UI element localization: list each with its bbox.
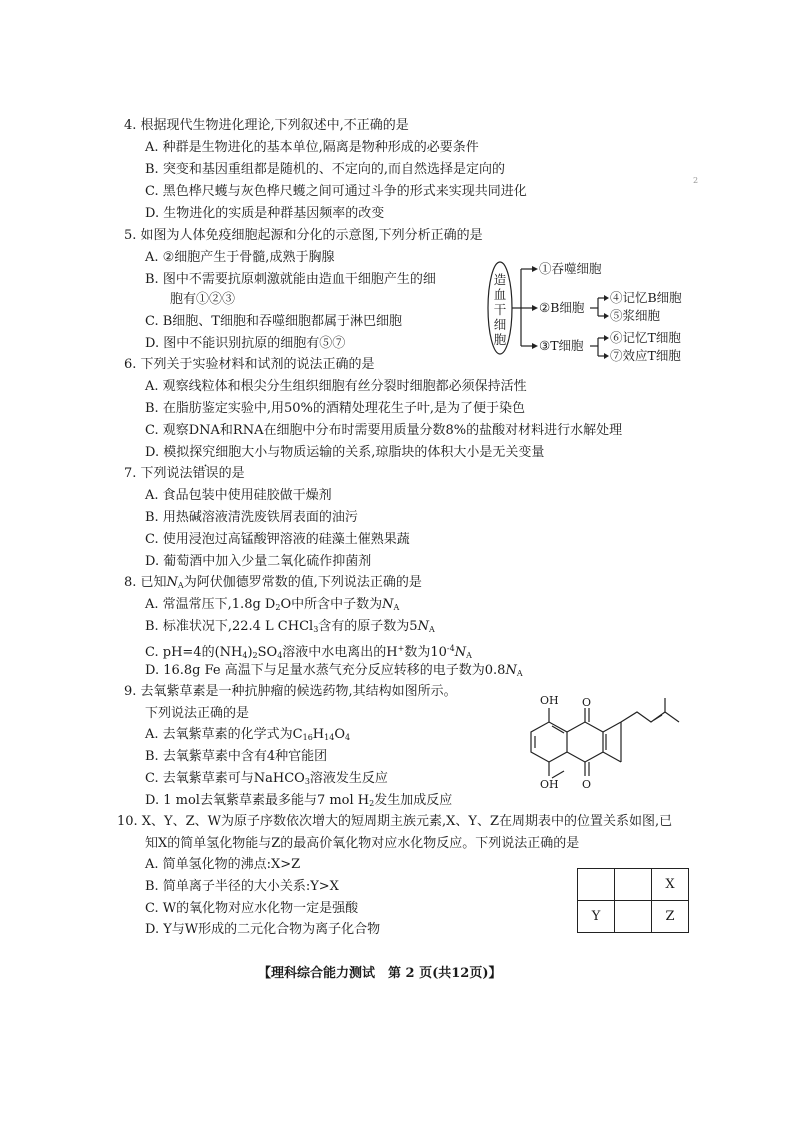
question-8-option-b bbox=[145, 619, 435, 638]
question-7-option-c: C. 使用浸泡过高锰酸钾溶液的硅藻土催熟果蔬 bbox=[145, 532, 410, 547]
question-7-stem bbox=[124, 466, 245, 482]
question-7-stem-pre: 7. 下列说法 bbox=[124, 466, 193, 481]
q8-b2: 含有的原子数为5 bbox=[318, 619, 418, 634]
q9-a1: A. 去氧紫草素的化学式为C bbox=[145, 727, 303, 742]
table-cell bbox=[578, 869, 615, 901]
q9-a-hsub: 14 bbox=[324, 733, 335, 742]
cell-2-label: ②B细胞 bbox=[539, 300, 585, 315]
question-7-option-d: D. 葡萄酒中加入少量二氧化硫作抑菌剂 bbox=[145, 554, 372, 569]
q9-d1: D. 1 mol去氧紫草素最多能与7 mol H bbox=[145, 793, 370, 808]
question-5-option-b-cont: 胞有①②③ bbox=[170, 292, 236, 307]
cell-1-label: ①吞噬细胞 bbox=[539, 261, 602, 276]
question-6-stem: 6. 下列关于实验材料和试剂的说法正确的是 bbox=[124, 357, 375, 372]
question-8-option-c bbox=[145, 641, 472, 664]
question-7-option-b: B. 用热碱溶液清洗废铁屑表面的油污 bbox=[145, 510, 358, 525]
question-7-emphasis: 错误 bbox=[192, 466, 219, 481]
question-10-stem-2: 知X的简单氢化物能与Z的最高价氧化物对应水化物反应。下列说法正确的是 bbox=[145, 836, 580, 851]
q8-a-na-sub: A bbox=[393, 603, 400, 612]
q9-d-sub: 2 bbox=[369, 799, 375, 808]
oh-label-top: OH bbox=[540, 694, 559, 707]
question-4-option-d: D. 生物进化的实质是种群基因频率的改变 bbox=[145, 206, 385, 221]
q8-na: N bbox=[166, 575, 178, 590]
cell-3-label: ③T细胞 bbox=[539, 338, 584, 353]
q9-a-osub: 4 bbox=[345, 733, 351, 742]
q9-c-sub: 3 bbox=[304, 777, 310, 786]
deoxyshikonin-structure bbox=[515, 694, 685, 804]
q9-a-h: H bbox=[312, 727, 325, 742]
table-cell-y: Y bbox=[578, 901, 615, 933]
question-6-option-b: B. 在脂肪鉴定实验中,用50%的酒精处理花生子叶,是为了便于染色 bbox=[145, 401, 525, 416]
q8-d1: D. 16.8g Fe 高温下与足量水蒸气充分反应转移的电子数为0.8 bbox=[145, 663, 506, 678]
q8-a2: O中所含中子数为 bbox=[280, 597, 383, 612]
question-9-option-c bbox=[145, 771, 388, 790]
q8-stem-post: 为阿伏伽德罗常数的值,下列说法正确的是 bbox=[183, 575, 422, 590]
q8-b-sub: 3 bbox=[313, 625, 319, 634]
o-label-top: O bbox=[582, 696, 592, 709]
question-10-option-d: D. Y与W形成的二元化合物为离子化合物 bbox=[145, 922, 381, 937]
question-8-stem bbox=[124, 575, 422, 594]
cell-5-label: ⑤浆细胞 bbox=[610, 308, 661, 323]
q8-c-sub1: 4 bbox=[242, 651, 248, 660]
question-8-option-a bbox=[145, 597, 399, 616]
question-10-option-b: B. 简单离子半径的大小关系:Y>X bbox=[145, 879, 339, 894]
q8-c-plus: + bbox=[397, 644, 405, 653]
q8-b-na: N bbox=[417, 619, 429, 634]
question-10-option-a: A. 简单氢化物的沸点:X>Z bbox=[145, 857, 301, 872]
question-9-option-a bbox=[145, 727, 350, 746]
page-mark: 2 bbox=[693, 176, 699, 185]
question-5-option-a: A. ②细胞产生于骨髓,成熟于胸腺 bbox=[145, 250, 335, 265]
q8-c5: 数为10 bbox=[404, 645, 447, 660]
immune-cell-diagram bbox=[487, 258, 697, 368]
hematopoietic-stem-cell-label: 造血干细胞 bbox=[493, 272, 507, 347]
question-4-option-b: B. 突变和基因重组都是随机的、不定向的,而自然选择是定向的 bbox=[145, 162, 505, 177]
question-7-option-a: A. 食品包装中使用硅胶做干燥剂 bbox=[145, 488, 332, 503]
cell-4-label: ④记忆B细胞 bbox=[610, 290, 682, 305]
q9-a-csub: 16 bbox=[302, 733, 313, 742]
q9-d2: 发生加成反应 bbox=[374, 793, 453, 808]
q8-c-sub3: 4 bbox=[277, 651, 283, 660]
page-footer: 【理科综合能力测试 第 2 页(共12页)】 bbox=[258, 966, 502, 981]
question-8-option-d bbox=[145, 663, 523, 682]
q9-c2: 溶液发生反应 bbox=[309, 771, 388, 786]
question-9-option-d bbox=[145, 793, 452, 812]
table-cell-z: Z bbox=[652, 901, 689, 933]
q8-d-na-sub: A bbox=[516, 669, 523, 678]
q8-c-na-sub: A bbox=[466, 651, 472, 660]
q8-a1: A. 常温常压下,1.8g D bbox=[145, 597, 276, 612]
oh-label-bottom: OH bbox=[540, 778, 559, 791]
q8-d-na: N bbox=[505, 663, 517, 678]
q8-a-na: N bbox=[382, 597, 394, 612]
question-9-stem: 9. 去氧紫草素是一种抗肿瘤的候选药物,其结构如图所示。 bbox=[124, 684, 457, 699]
o-label-bottom: O bbox=[582, 778, 592, 791]
q8-c4: 溶液中水电离出的H bbox=[282, 645, 398, 660]
q8-c1: C. pH=4的(NH bbox=[145, 645, 243, 660]
table-cell-x: X bbox=[652, 869, 689, 901]
q8-c3: SO bbox=[257, 645, 278, 660]
question-4-option-c: C. 黑色桦尺蠖与灰色桦尺蠖之间可通过斗争的形式来实现共同进化 bbox=[145, 184, 527, 199]
question-5-stem: 5. 如图为人体免疫细胞起源和分化的示意图,下列分析正确的是 bbox=[124, 228, 483, 243]
q9-c1: C. 去氧紫草素可与NaHCO bbox=[145, 771, 305, 786]
question-7-stem-post: 的是 bbox=[218, 466, 245, 481]
question-5-option-d: D. 图中不能识别抗原的细胞有⑤⑦ bbox=[145, 336, 346, 351]
q9-a-o: O bbox=[334, 727, 345, 742]
question-4-stem: 4. 根据现代生物进化理论,下列叙述中,不正确的是 bbox=[124, 118, 409, 133]
q8-na-sub: A bbox=[177, 581, 184, 590]
question-6-option-d: D. 模拟探究细胞大小与物质运输的关系,琼脂块的体积大小是无关变量 bbox=[145, 445, 545, 460]
question-4-option-a: A. 种群是生物进化的基本单位,隔离是物种形成的必要条件 bbox=[145, 140, 479, 155]
question-10-option-c: C. W的氧化物对应水化物一定是强酸 bbox=[145, 901, 359, 916]
q8-c-na: N bbox=[454, 645, 467, 660]
q8-c-exp: -4 bbox=[446, 644, 455, 653]
cell-6-label: ⑥记忆T细胞 bbox=[610, 330, 681, 345]
q8-stem-pre: 8. 已知 bbox=[124, 575, 167, 590]
q8-b-na-sub: A bbox=[428, 625, 435, 634]
question-6-option-c: C. 观察DNA和RNA在细胞中分布时需要用质量分数8%的盐酸对材料进行水解处理 bbox=[145, 423, 623, 438]
question-6-option-a: A. 观察线粒体和根尖分生组织细胞有丝分裂时细胞都必须保持活性 bbox=[145, 379, 527, 394]
question-9-stem-2: 下列说法正确的是 bbox=[145, 706, 250, 721]
table-cell bbox=[615, 901, 652, 933]
table-cell bbox=[615, 869, 652, 901]
q8-a-sub: 2 bbox=[275, 603, 281, 612]
q8-c-sub2: 2 bbox=[252, 651, 258, 660]
cell-7-label: ⑦效应T细胞 bbox=[610, 348, 681, 363]
question-9-option-b: B. 去氧紫草素中含有4种官能团 bbox=[145, 749, 328, 764]
periodic-table-fragment bbox=[577, 868, 689, 933]
question-10-stem: 10. X、Y、Z、W为原子序数依次增大的短周期主族元素,X、Y、Z在周期表中的位置关系如图,已 bbox=[117, 814, 673, 829]
question-5-option-b: B. 图中不需要抗原刺激就能由造血干细胞产生的细 bbox=[145, 272, 436, 287]
q8-c2: ) bbox=[247, 645, 253, 660]
question-5-option-c: C. B细胞、T细胞和吞噬细胞都属于淋巴细胞 bbox=[145, 314, 402, 329]
q8-b1: B. 标准状况下,22.4 L CHCl bbox=[145, 619, 314, 634]
